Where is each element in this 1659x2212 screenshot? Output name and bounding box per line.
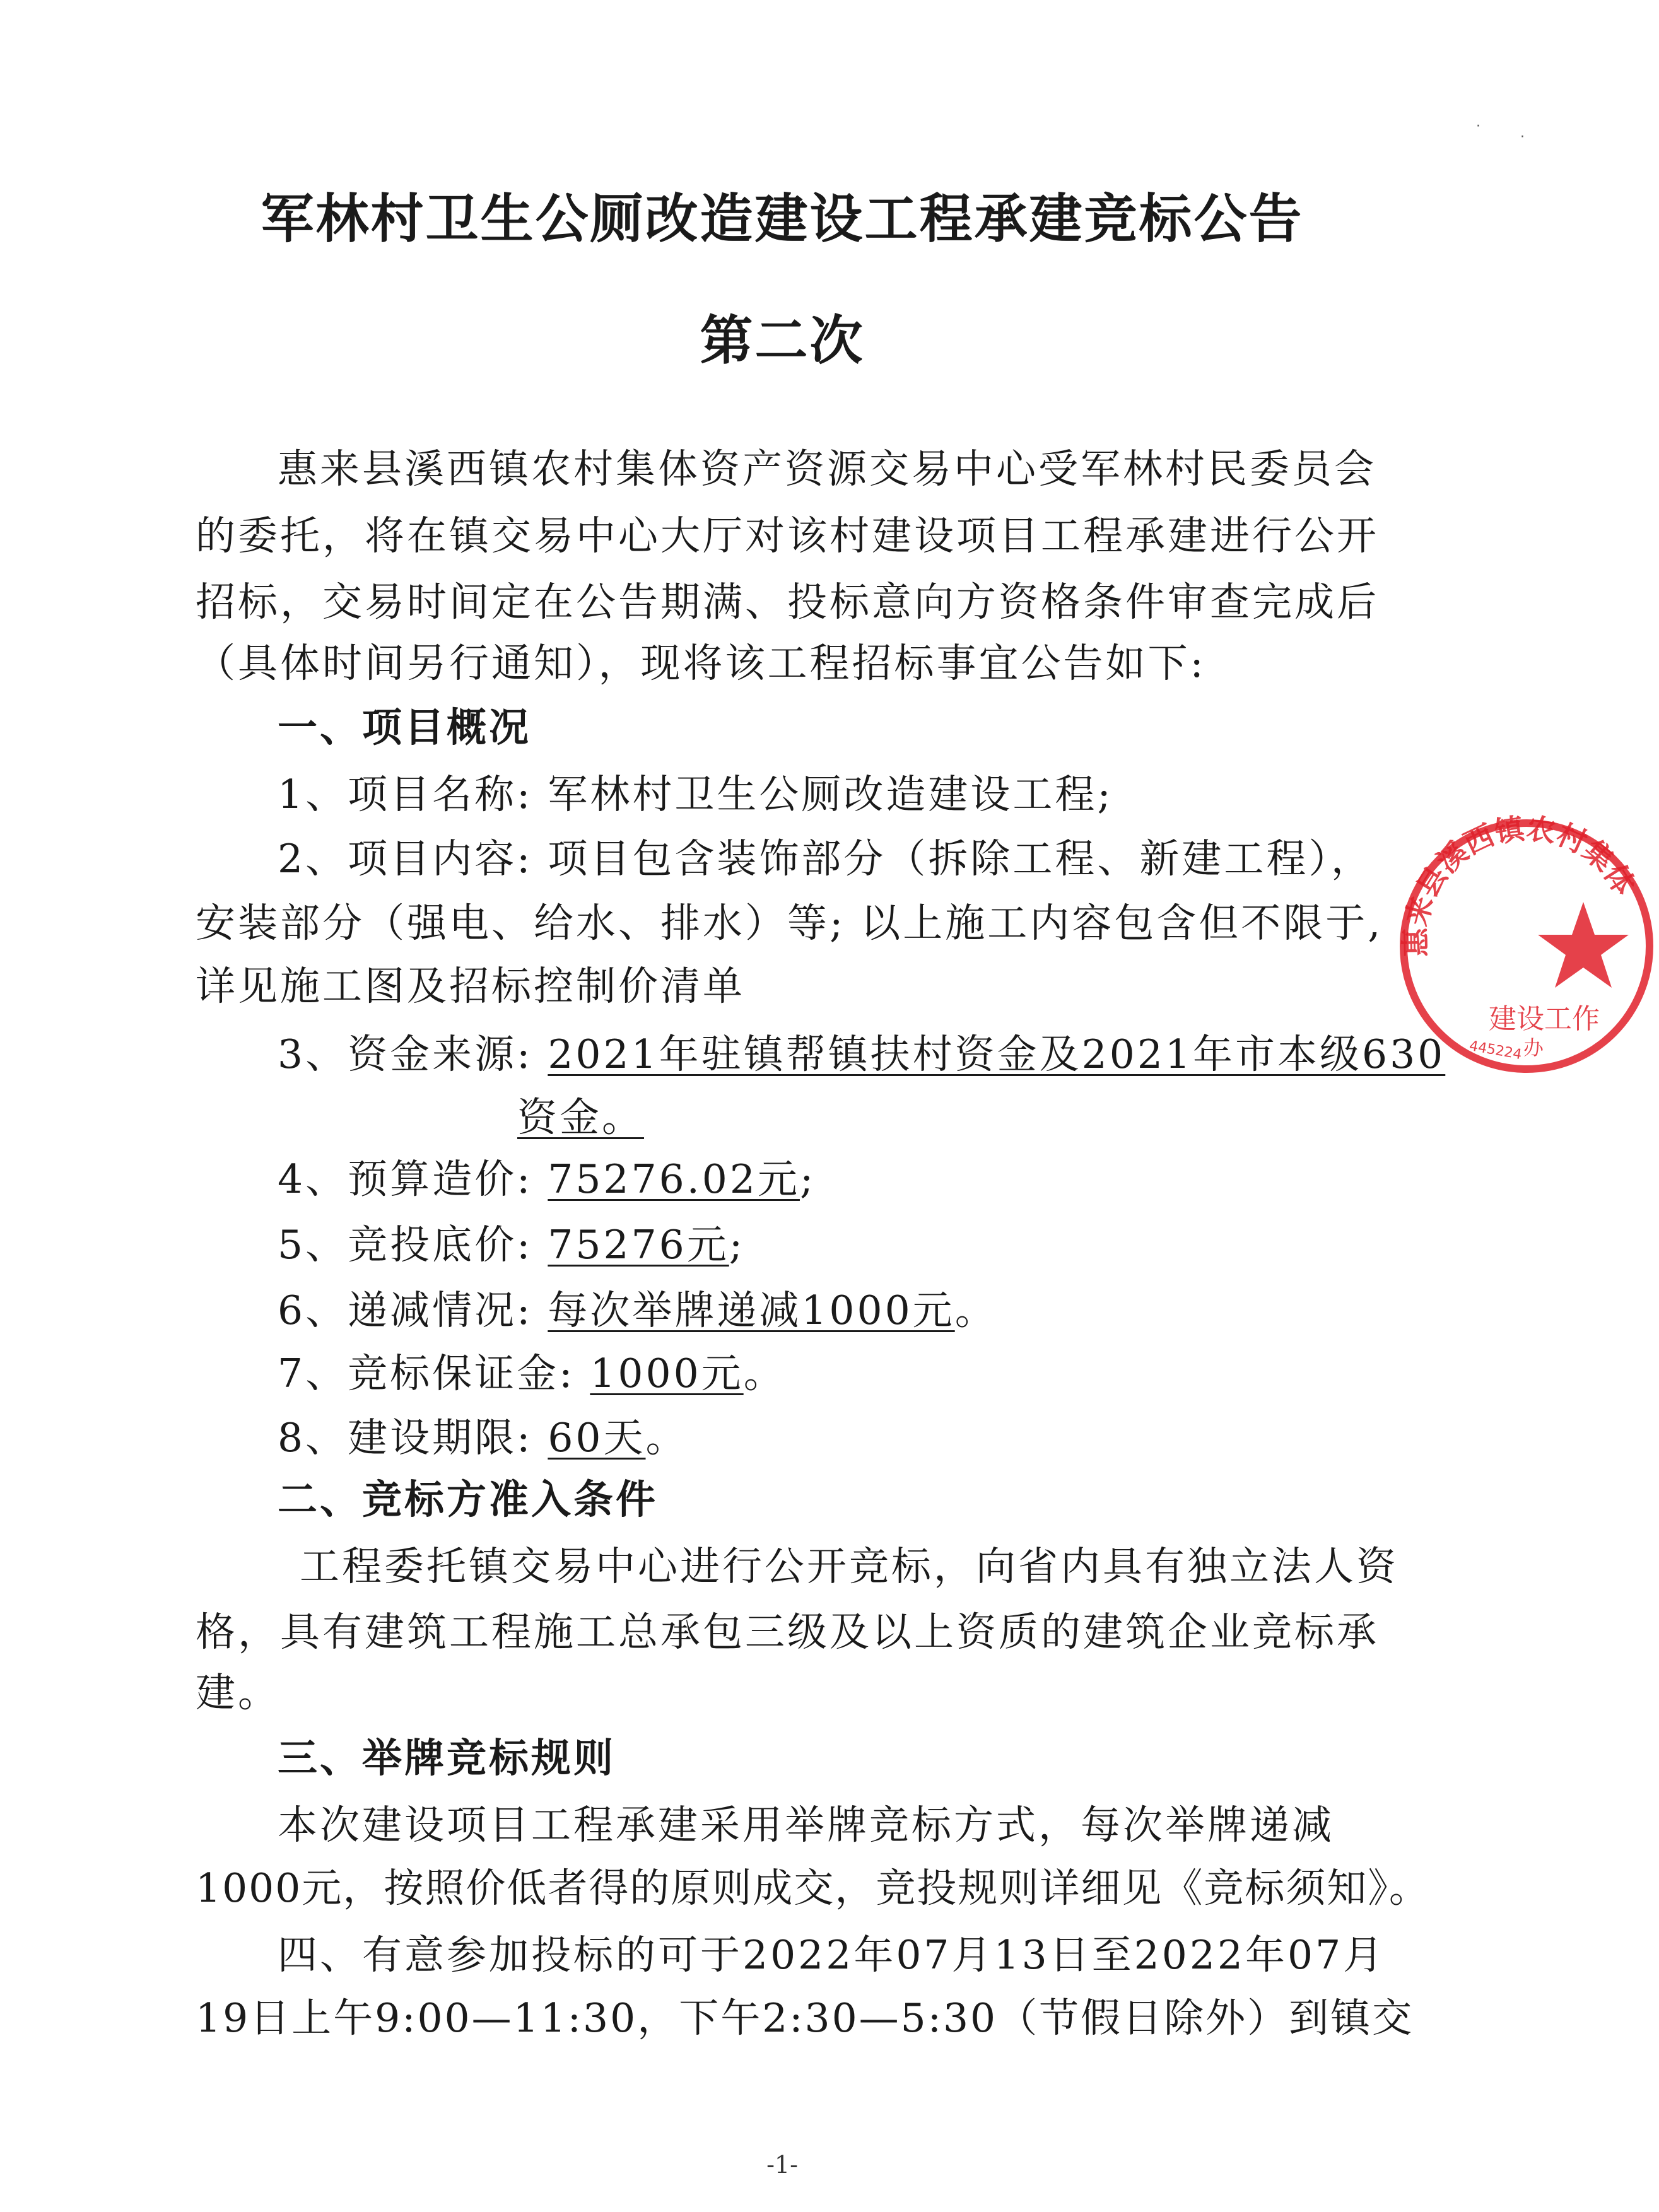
page-number: -1- [766, 2151, 798, 2179]
intro-line-1: 惠来县溪西镇农村集体资产资源交易中心受军林村民委员会 [278, 446, 1376, 492]
seal-text-office: 办 [1523, 1036, 1544, 1060]
item-4-value: 75276.02元 [548, 1156, 800, 1202]
intro-line-2: 的委托，将在镇交易中心大厅对该村建设项目工程承建进行公开 [196, 513, 1379, 559]
official-seal-icon [1394, 814, 1659, 1079]
item-3-value-line-1: 2021年驻镇帮镇扶村资金及2021年市本级630 [548, 1031, 1446, 1077]
item-8 [278, 1415, 688, 1461]
item-7-tail: 。 [743, 1350, 786, 1396]
item-7 [278, 1350, 786, 1396]
item-6-label: 6、递减情况: [278, 1287, 533, 1333]
item-8-tail: 。 [645, 1415, 688, 1461]
item-7-label: 7、竞标保证金: [278, 1350, 575, 1396]
item-2-line-2: 安装部分（强电、给水、排水）等; 以上施工内容包含但不限于, [196, 900, 1383, 946]
item-3 [278, 1031, 1446, 1077]
item-5-value: 75276元 [548, 1222, 729, 1268]
item-4-tail: ; [799, 1156, 816, 1202]
section-2-line-3: 建。 [196, 1670, 280, 1716]
section-3-line-2: 1000元，按照价低者得的原则成交，竞投规则详细见《竞标须知》。 [196, 1865, 1430, 1911]
section-4-line-1: 四、有意参加投标的可于2022年07月13日至2022年07月 [278, 1932, 1386, 1978]
item-1-value: 军林村卫生公厕改造建设工程; [548, 771, 1113, 817]
section-3-line-1: 本次建设项目工程承建采用举牌竞标方式，每次举牌递减 [278, 1802, 1334, 1848]
section-2-heading: 二、竞标方准入条件 [278, 1477, 658, 1523]
section-4-line-2: 19日上午9:00—11:30，下午2:30—5:30（节假日除外）到镇交 [196, 1995, 1414, 2041]
item-3-value-line-2: 资金。 [517, 1094, 644, 1140]
item-3-label: 3、资金来源: [278, 1031, 533, 1077]
document-subtitle: 第二次 [700, 310, 865, 372]
item-7-value: 1000元 [590, 1350, 744, 1396]
item-6-value: 每次举牌递减1000元 [548, 1287, 955, 1333]
item-6-tail: 。 [954, 1287, 997, 1333]
section-2-line-1: 工程委托镇交易中心进行公开竞标，向省内具有独立法人资 [300, 1543, 1398, 1589]
item-8-value: 60天 [548, 1415, 646, 1461]
item-3-cont [517, 1094, 644, 1140]
item-1-label: 1、项目名称: [278, 771, 533, 817]
document-title: 军林村卫生公厕改造建设工程承建竞标公告 [261, 188, 1304, 250]
intro-line-3: 招标，交易时间定在公告期满、投标意向方资格条件审查完成后 [196, 579, 1379, 625]
section-3-heading: 三、举牌竞标规则 [278, 1735, 616, 1781]
item-5-label: 5、竞投底价: [278, 1222, 533, 1268]
item-5-tail: ; [729, 1222, 745, 1268]
seal-code: 445224 [1468, 1038, 1523, 1063]
item-2-line-3: 详见施工图及招标控制价清单 [196, 963, 745, 1009]
item-5 [278, 1222, 745, 1268]
item-6 [278, 1287, 997, 1333]
scan-speck: · [1476, 119, 1480, 134]
item-4 [278, 1156, 816, 1202]
seal-text-bottom: 建设工作 [1489, 1003, 1600, 1035]
item-1 [278, 771, 1113, 817]
section-2-line-2: 格，具有建筑工程施工总承包三级及以上资质的建筑企业竞标承 [196, 1609, 1379, 1655]
section-1-heading: 一、项目概况 [278, 705, 531, 751]
seal-text-arc: 惠来县溪西镇农村集体 [1398, 814, 1642, 957]
item-2-line-1: 2、项目内容: 项目包含装饰部分（拆除工程、新建工程）， [278, 836, 1373, 882]
scan-speck: · [1520, 129, 1525, 145]
item-8-label: 8、建设期限: [278, 1415, 533, 1461]
intro-line-4: （具体时间另行通知），现将该工程招标事宜公告如下: [196, 640, 1206, 686]
item-4-label: 4、预算造价: [278, 1156, 533, 1202]
